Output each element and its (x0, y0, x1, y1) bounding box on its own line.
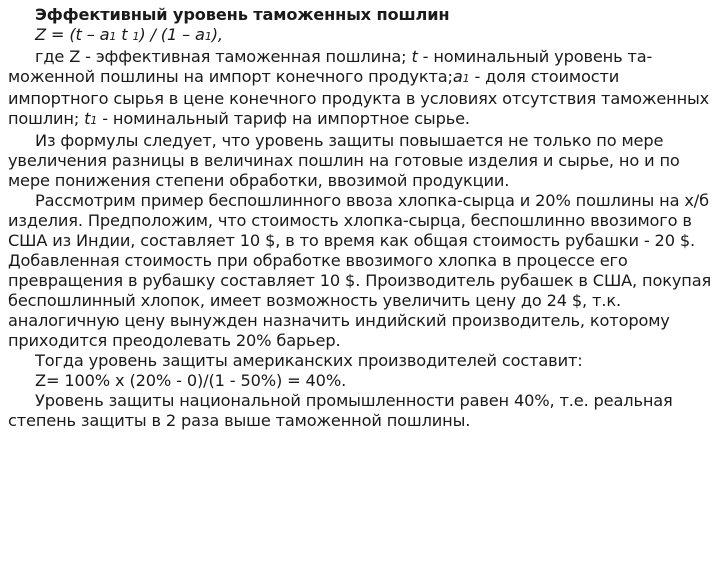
effective-tariff-formula (8, 25, 712, 47)
variable-a: a (452, 67, 463, 86)
formula-subscript: 1 (109, 30, 117, 43)
formula-part: ) / (1 – a (139, 25, 205, 44)
definition-text: - доля стоимости импортного сырья в цене конечного продукта в условиях отсутствия таможенных пошлин; (8, 67, 710, 128)
variable-t1: t (84, 109, 91, 128)
protection-level-intro: Тогда уровень защиты американских производителей составит: (35, 351, 583, 370)
formula-subscript: 1 (132, 30, 140, 43)
conclusion-paragraph: Из формулы следует, что уровень защиты повышается не только по мере увеличения разницы в величинах пошлин на готовые изделия и сырье, но и по мере понижения степени обработки, ввозимой продукции. (8, 131, 680, 190)
document-title: Эффективный уровень таможенных пошлин (35, 5, 450, 24)
final-paragraph: Уровень защиты национальной промышленности равен 40%, т.е. реальная степень защиты в 2 раза выше таможенной пошлины. (8, 391, 673, 430)
variable-subscript: 1 (462, 72, 470, 85)
calculation-line: Z= 100% х (20% - 0)/(1 - 50%) = 40%. (35, 371, 347, 390)
example-paragraph: Рассмотрим пример беспошлинного ввоза хлопка-сырца и 20% пошлины на х/б изделия. Предположим, что стоимость хлопка-сырца, беспошлинно ввозимого в США из Индии, составляет 10 $, в то время как общая стоимость рубашки - 20 $. Добавленная стоимость при обработке ввозимого хлопка в процессе его превращения в рубашку составляет 10 $. Производитель рубашек в США, покупая беспошлинный хлопок, имеет возможность увеличить цену до 24 $, т.к. аналогичную цену вынужден назначить индийский производитель, которому приходится преодолевать 20% барьер. (8, 191, 712, 350)
variable-subscript: 1 (90, 114, 98, 127)
variable-t: t (411, 47, 418, 66)
definition-text: - номинальный уровень та-моженной пошлины на импорт конечного продукта; (8, 47, 653, 86)
formula-part: ), (211, 25, 223, 44)
formula-part: t (116, 25, 133, 44)
definition-text: где Z - эффективная таможенная пошлина; (35, 47, 412, 66)
definition-text: - номинальный тариф на импортное сырье. (97, 109, 470, 128)
variable-definitions (8, 47, 712, 131)
formula-part: Z = (t – a (35, 25, 110, 44)
formula-subscript: 1 (204, 30, 212, 43)
